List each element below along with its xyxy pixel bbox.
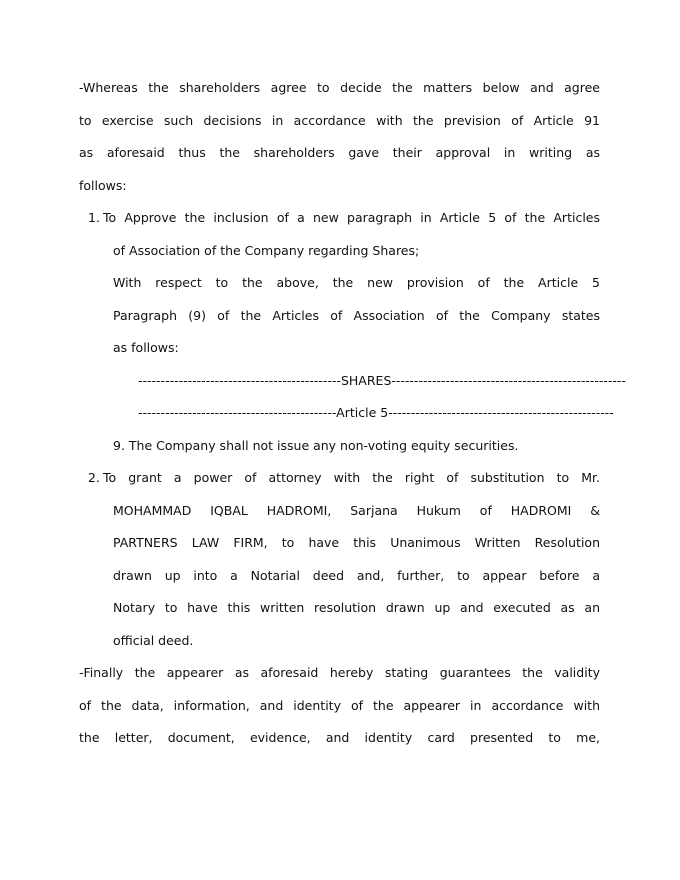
line-text: To grant a power of attorney with the right of substitution to Mr. (103, 470, 600, 485)
document-line (79, 722, 600, 755)
document-line (79, 592, 600, 625)
document-line (79, 560, 600, 593)
document-line (79, 462, 600, 495)
line-text: Notary to have this written resolution drawn up and executed as an (113, 600, 600, 615)
line-text: To Approve the inclusion of a new paragraph in Article 5 of the Articles (103, 210, 600, 225)
document-body (79, 72, 626, 755)
line-text: 9. The Company shall not issue any non-voting equity securities. (113, 437, 519, 453)
line-text: as follows: (113, 340, 179, 355)
line-text: MOHAMMAD IQBAL HADROMI, Sarjana Hukum of HADROMI & (113, 502, 600, 518)
line-text: With respect to the above, the new provision of the Article 5 (113, 275, 600, 290)
document-line (79, 365, 626, 398)
list-number: 2. (88, 470, 100, 485)
document-line (79, 397, 614, 430)
document-line (79, 332, 600, 365)
document-line (79, 300, 600, 333)
line-text: drawn up into a Notarial deed and, further, to appear before a (113, 567, 600, 583)
line-text: -Finally the appearer as aforesaid hereby stating guarantees the validity (79, 665, 600, 680)
document-line (79, 657, 600, 690)
line-text: Paragraph (9) of the Articles of Association of the Company states (113, 307, 600, 323)
line-text: -Whereas the shareholders agree to decide the matters below and agree (79, 80, 600, 95)
line-text: official deed. (113, 632, 194, 648)
document-line (79, 690, 600, 723)
document-line (79, 267, 600, 300)
document-line (79, 72, 600, 105)
line-text: of Association of the Company regarding Shares; (113, 242, 420, 258)
document-line (79, 202, 600, 235)
document-line (79, 625, 600, 658)
document-line (79, 527, 600, 560)
document-line (79, 137, 600, 170)
line-text: as aforesaid thus the shareholders gave their approval in writing as (79, 145, 600, 160)
line-text: the letter, document, evidence, and identity card presented to me, (79, 730, 600, 745)
line-text: PARTNERS LAW FIRM, to have this Unanimous Written Resolution (113, 535, 600, 550)
document-line (79, 495, 600, 528)
document-line (79, 235, 600, 268)
document-line (79, 105, 600, 138)
line-text: follows: (79, 177, 127, 193)
line-text: of the data, information, and identity of the appearer in accordance with (79, 697, 600, 713)
line-text: ---------------------------------------------SHARES---------------------------------------------------- (138, 372, 626, 388)
document-line (79, 170, 600, 203)
line-text: to exercise such decisions in accordance with the prevision of Article 91 (79, 112, 600, 128)
document-line (79, 430, 600, 463)
list-number: 1. (88, 210, 100, 225)
line-text: --------------------------------------------Article 5-------------------------------------------------- (138, 405, 614, 420)
